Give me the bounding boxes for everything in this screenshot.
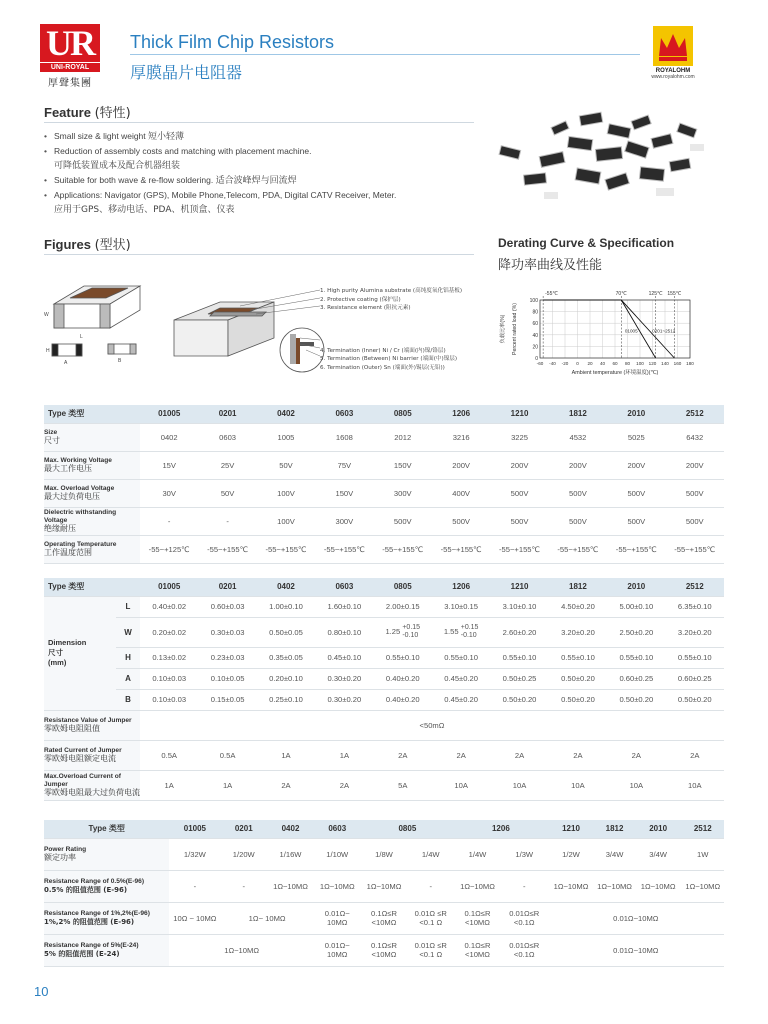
table-cell: 4532	[549, 423, 607, 451]
uni-royal-logo	[40, 23, 100, 89]
table-cell: 0.10±0.03	[140, 668, 198, 689]
type-col: 2010	[607, 578, 665, 596]
table-cell: 0.01Ω~10MΩ	[548, 934, 724, 966]
table-cell: 3225	[490, 423, 548, 451]
x-tick-label: 40	[599, 361, 606, 366]
table-cell: -55~+155℃	[432, 535, 490, 563]
table-row	[44, 423, 724, 451]
temp-annotation: -55℃	[545, 291, 558, 297]
type-col: 2010	[607, 405, 665, 423]
table-row	[44, 740, 724, 770]
row-label: Size 尺寸	[44, 423, 140, 451]
table-cell: 1Ω~10MΩ	[594, 870, 634, 902]
type-col: 2512	[666, 405, 724, 423]
type-col: 2010	[635, 820, 682, 838]
table-cell: -55~+155℃	[607, 535, 665, 563]
table-row	[44, 451, 724, 479]
table-cell: 300V	[315, 507, 373, 535]
type-col: 0201	[198, 405, 256, 423]
type-col: 0805	[361, 820, 455, 838]
table-cell: 0.01Ω≤R <0.1Ω	[501, 934, 548, 966]
table-cell: 300V	[374, 479, 432, 507]
table-cell: 2.00±0.15	[374, 596, 432, 617]
table-cell: 2012	[374, 423, 432, 451]
table-cell: -55~+155℃	[198, 535, 256, 563]
table-cell: -55~+155℃	[257, 535, 315, 563]
derating-chart	[500, 280, 708, 390]
table-cell: 25V	[198, 451, 256, 479]
type-col: 1812	[549, 405, 607, 423]
table-cell: 150V	[315, 479, 373, 507]
figures-heading-en: Figures	[44, 237, 91, 252]
table-cell: 2A	[549, 740, 607, 770]
row-label: Dielectric withstanding Voltage 绝缘耐压	[44, 507, 140, 535]
table-row	[44, 647, 724, 668]
table-cell: 10A	[490, 770, 548, 800]
table-cell: 0.10±0.03	[140, 689, 198, 710]
feature-list	[44, 130, 464, 218]
table-cell: 3.10±0.15	[432, 596, 490, 617]
table-cell: 10A	[607, 770, 665, 800]
table-cell: 1Ω~10MΩ	[635, 870, 682, 902]
temp-annotation: 70℃	[615, 291, 627, 297]
derating-title-cn: 降功率曲线及性能	[498, 258, 603, 273]
table-cell: 1/20W	[220, 838, 267, 870]
table-cell: 1/8W	[361, 838, 408, 870]
table-cell: 1Ω~10MΩ	[454, 870, 501, 902]
table-cell: 0.55±0.10	[666, 647, 724, 668]
resistance-range-table	[44, 820, 724, 967]
table-cell: 0.01Ω≤R <0.1Ω	[501, 902, 548, 934]
x-tick-label: 60	[612, 361, 618, 366]
table-cell: 5.00±0.10	[607, 596, 665, 617]
table-row	[44, 770, 724, 800]
figure-label: 5. Termination (Between) Ni barrier (端面(中)镍层)	[320, 356, 458, 362]
table-cell: 2A	[607, 740, 665, 770]
table-cell: 200V	[490, 451, 548, 479]
table-row	[44, 710, 724, 740]
table-cell: 1A	[198, 770, 256, 800]
table-cell: 6432	[666, 423, 724, 451]
table-cell: 10A	[432, 770, 490, 800]
x-tick-label: 140	[661, 361, 669, 366]
table-cell: 1Ω~10MΩ	[548, 870, 595, 902]
page-number: 10	[34, 984, 49, 999]
x-tick-label: 120	[648, 361, 657, 366]
feature-heading-en: Feature	[44, 105, 91, 120]
e96-label: Resistance Range of 1%,2%(E-96) 1%,2% 的阻值范围 (E-96)	[44, 902, 169, 934]
type-col: 1206	[432, 578, 490, 596]
table-cell: 10Ω ~ 10MΩ	[169, 902, 220, 934]
table-cell: 0.01Ω~ 10MΩ	[314, 934, 361, 966]
power-rating-label: Power Rating 额定功率	[44, 838, 169, 870]
table-cell: 30V	[140, 479, 198, 507]
table-cell: 0.30±0.20	[315, 668, 373, 689]
table-cell: 1/3W	[501, 838, 548, 870]
type-col: 0603	[314, 820, 361, 838]
dimension-symbol: L	[116, 596, 140, 617]
table-cell: 0.55±0.10	[607, 647, 665, 668]
e96-half-label: Resistance Range of 0.5%(E-96) 0.5% 的阻值范围 (E-96)	[44, 870, 169, 902]
table-cell: 0.55±0.10	[432, 647, 490, 668]
table-cell: 1W	[682, 838, 725, 870]
table-cell: 0.55±0.10	[490, 647, 548, 668]
table-cell: 2A	[432, 740, 490, 770]
table-cell: 0.60±0.03	[198, 596, 256, 617]
feature-divider	[44, 122, 474, 123]
table-cell: -	[220, 870, 267, 902]
table-cell: -	[501, 870, 548, 902]
table-cell: 1Ω~10MΩ	[682, 870, 725, 902]
page-title: Thick Film Chip Resistors	[130, 32, 335, 52]
table-cell: 150V	[374, 451, 432, 479]
table-cell: 0.20±0.10	[257, 668, 315, 689]
table-cell: 1Ω~10MΩ	[169, 934, 314, 966]
table-cell: -55~+155℃	[374, 535, 432, 563]
logo-brand-cn: 厚聲集團	[48, 78, 92, 89]
table-cell: 500V	[549, 479, 607, 507]
table-cell: -	[169, 870, 220, 902]
table-cell: 0.1Ω≤R <10MΩ	[454, 934, 501, 966]
table-cell: 0.60±0.25	[666, 668, 724, 689]
table-cell: 1A	[257, 740, 315, 770]
table-cell: 1.00±0.10	[257, 596, 315, 617]
table-cell: 1Ω~10MΩ	[314, 870, 361, 902]
y-axis-label: Percent rated load (%)	[512, 303, 518, 355]
table-cell: 0.40±0.20	[374, 668, 432, 689]
dimension-symbol: W	[116, 617, 140, 647]
x-tick-label: 20	[587, 361, 593, 366]
temp-annotation: 125℃	[648, 291, 663, 297]
figure-label: 4. Termination (Inner) Ni / Cr (端面(内)镍/铬层)	[320, 347, 446, 354]
table-cell: 0.15±0.05	[198, 689, 256, 710]
table-cell: 1/10W	[314, 838, 361, 870]
table-cell: 0.80±0.10	[315, 617, 373, 647]
row-label: Rated Current of Jumper 零欧姆电阻额定电流	[44, 740, 140, 770]
table-cell: 0.1Ω≤R <10MΩ	[361, 934, 408, 966]
table-row	[44, 596, 724, 617]
table-cell: 0.50±0.20	[549, 668, 607, 689]
svg-text:A: A	[64, 360, 68, 366]
table-cell: 200V	[607, 451, 665, 479]
table-cell: 0.5A	[198, 740, 256, 770]
table-cell: 1.55 +0.15 -0.10	[432, 617, 490, 647]
type-col: 0603	[315, 405, 373, 423]
table-cell: 5025	[607, 423, 665, 451]
table-cell: 3.10±0.10	[490, 596, 548, 617]
table-cell: 2A	[666, 740, 724, 770]
x-tick-label: 100	[636, 361, 644, 366]
type-header: Type 类型	[44, 820, 169, 838]
type-col: 1210	[548, 820, 595, 838]
figure-legend	[320, 287, 462, 372]
royalohm-crown-icon	[653, 26, 693, 66]
table-cell: 0.01Ω~10MΩ	[548, 902, 724, 934]
table-cell: 0.50±0.20	[490, 689, 548, 710]
figure-label: 3. Resistance element (阻抗元素)	[320, 305, 411, 311]
figures-heading	[44, 234, 131, 253]
row-label: Operating Temperature 工作温度范围	[44, 535, 140, 563]
table-cell: 1005	[257, 423, 315, 451]
table-cell: 3216	[432, 423, 490, 451]
royalohm-name: ROYALOHM	[655, 68, 691, 74]
figures-heading-cn: (型状)	[94, 238, 131, 253]
type-col: 0402	[257, 405, 315, 423]
e24-label: Resistance Range of 5%(E-24) 5% 的阻值范围 (E-24)	[44, 934, 169, 966]
table-cell: 75V	[315, 451, 373, 479]
list-item: • Reduction of assembly costs and matching with placement machine.	[44, 145, 464, 157]
type-col: 1210	[490, 405, 548, 423]
table-cell: 4.50±0.20	[549, 596, 607, 617]
table-cell: 0.30±0.20	[315, 689, 373, 710]
feature-heading	[44, 102, 131, 121]
table-cell: 0.55±0.10	[374, 647, 432, 668]
table-cell: -55~+155℃	[315, 535, 373, 563]
table-cell: 0.01Ω ≤R <0.1 Ω	[407, 902, 454, 934]
y-axis-label-cn: 负载比率(%)	[500, 314, 506, 344]
table-cell: 0.45±0.10	[315, 647, 373, 668]
table-cell: -	[140, 507, 198, 535]
dimension-symbol: H	[116, 647, 140, 668]
x-tick-label: -40	[549, 361, 556, 366]
table-row	[44, 668, 724, 689]
table-cell: 1/16W	[267, 838, 314, 870]
y-tick-label: 40	[532, 332, 538, 339]
table-cell: 1.25 +0.15 -0.10	[374, 617, 432, 647]
table-cell: 0.25±0.10	[257, 689, 315, 710]
list-item: • Applications: Navigator (GPS), Mobile Phone,Telecom, PDA, Digital CATV Receiver, Meter.	[44, 189, 464, 201]
temp-annotation: 155℃	[667, 291, 682, 297]
table-cell: 2A	[374, 740, 432, 770]
y-tick-label: 60	[532, 321, 538, 328]
list-item: • Suitable for both wave & re-flow soldering. 适合波峰焊与回流焊	[44, 174, 464, 187]
x-tick-label: 160	[673, 361, 682, 366]
table-cell: 1A	[315, 740, 373, 770]
table-cell: 500V	[607, 479, 665, 507]
table-cell: 500V	[374, 507, 432, 535]
table-cell: 0.50±0.25	[490, 668, 548, 689]
table-cell: 2.60±0.20	[490, 617, 548, 647]
table-row	[44, 535, 724, 563]
table-cell: -55~+155℃	[549, 535, 607, 563]
table-cell: 0.13±0.02	[140, 647, 198, 668]
table-cell: 500V	[490, 507, 548, 535]
type-header: Type 类型	[44, 405, 140, 423]
table-cell: 0402	[140, 423, 198, 451]
x-tick-label: -60	[536, 361, 544, 366]
table-cell: 0.40±0.20	[374, 689, 432, 710]
table-cell: 6.35±0.10	[666, 596, 724, 617]
table-row	[44, 479, 724, 507]
dimension-symbol: B	[116, 689, 140, 710]
page-title-cn: 厚膜晶片电阻器	[130, 63, 243, 82]
table-cell: 0.40±0.02	[140, 596, 198, 617]
dimension-symbol: A	[116, 668, 140, 689]
table-cell: 5A	[374, 770, 432, 800]
list-item: 应用于GPS、移动电话、PDA、机顶盒、仪表	[54, 205, 235, 215]
table-cell: 0.23±0.03	[198, 647, 256, 668]
table-cell: 200V	[549, 451, 607, 479]
series-label: 01005	[624, 328, 638, 334]
table-cell: 0.20±0.02	[140, 617, 198, 647]
table-cell: 0.01Ω ≤R <0.1 Ω	[407, 934, 454, 966]
figure-label: 1. High purity Alumina substrate (高纯度氧化铝基板)	[320, 288, 463, 294]
table-cell: 400V	[432, 479, 490, 507]
table-cell: 0.60±0.25	[607, 668, 665, 689]
table-cell: 3/4W	[635, 838, 682, 870]
table-cell: 0.45±0.20	[432, 689, 490, 710]
type-col: 1206	[432, 405, 490, 423]
title-divider	[130, 54, 640, 55]
table-cell: 1/2W	[548, 838, 595, 870]
type-col: 0402	[267, 820, 314, 838]
table-cell: 500V	[432, 507, 490, 535]
royalohm-url: www.royalohm.com	[651, 74, 695, 80]
type-col: 01005	[140, 578, 198, 596]
table-cell: 500V	[490, 479, 548, 507]
svg-text:L: L	[80, 334, 83, 340]
table-cell: -	[198, 507, 256, 535]
type-col: 0201	[220, 820, 267, 838]
table-cell: 2A	[315, 770, 373, 800]
table-cell: 0.45±0.20	[432, 668, 490, 689]
x-tick-label: 80	[624, 361, 631, 366]
table-cell: 1Ω~ 10MΩ	[220, 902, 314, 934]
table-cell: 2A	[257, 770, 315, 800]
table-row	[44, 689, 724, 710]
y-tick-label: 80	[532, 309, 538, 316]
logo-brand-name: UNI-ROYAL	[40, 63, 100, 72]
table-cell: 1Ω~10MΩ	[361, 870, 408, 902]
table-cell: 3.20±0.20	[549, 617, 607, 647]
feature-heading-cn: (特性)	[94, 106, 131, 121]
table-cell: 0.30±0.03	[198, 617, 256, 647]
table-cell: -	[407, 870, 454, 902]
type-col: 1812	[549, 578, 607, 596]
table-cell: 50V	[257, 451, 315, 479]
table-cell: 0.50±0.20	[666, 689, 724, 710]
table-cell: 10A	[549, 770, 607, 800]
x-tick-label: 180	[686, 361, 694, 366]
table-cell: 500V	[666, 479, 724, 507]
type-col: 0201	[198, 578, 256, 596]
type-col: 1812	[594, 820, 634, 838]
type-col: 0402	[257, 578, 315, 596]
table-cell: 3.20±0.20	[666, 617, 724, 647]
table-cell: 0.55±0.10	[549, 647, 607, 668]
row-label: Max. Overload Voltage 最大过负荷电压	[44, 479, 140, 507]
type-col: 0805	[374, 405, 432, 423]
table-cell: 2.50±0.20	[607, 617, 665, 647]
svg-text:H: H	[46, 348, 50, 354]
dimension-table	[44, 578, 724, 801]
table-cell: 500V	[607, 507, 665, 535]
type-header: Type 类型	[44, 578, 140, 596]
dimension-label: Dimension 尺寸 (mm)	[44, 596, 116, 710]
table-row	[44, 507, 724, 535]
figures-divider	[44, 254, 474, 255]
figure-label: 2. Protective coating (保护层)	[320, 296, 401, 303]
table-cell: 0.50±0.20	[607, 689, 665, 710]
row-label: Max.Overload Current of Jumper 零欧姆电阻最大过负荷电流	[44, 770, 140, 800]
table-cell: 100V	[257, 507, 315, 535]
table-cell: -55~+155℃	[666, 535, 724, 563]
table-cell: 0.50±0.20	[549, 689, 607, 710]
x-axis-label: Ambient temperature (环境温度)(℃)	[571, 370, 659, 376]
table-cell: 0.35±0.05	[257, 647, 315, 668]
type-col: 2512	[666, 578, 724, 596]
type-col: 0603	[315, 578, 373, 596]
electrical-spec-table	[44, 405, 724, 564]
table-cell: 3/4W	[594, 838, 634, 870]
table-cell: 500V	[549, 507, 607, 535]
type-col: 0805	[374, 578, 432, 596]
table-cell: 0.50±0.05	[257, 617, 315, 647]
table-cell: 500V	[666, 507, 724, 535]
table-cell: 1608	[315, 423, 373, 451]
table-cell: -55~+125℃	[140, 535, 198, 563]
table-cell: 0603	[198, 423, 256, 451]
resistors-photo	[480, 104, 720, 214]
series-line-01005	[543, 300, 656, 358]
svg-text:W: W	[44, 312, 49, 318]
royalohm-logo	[650, 26, 696, 84]
table-cell: 200V	[432, 451, 490, 479]
figure-label: 6. Termination (Outer) Sn (端面(外)锡层(无铅))	[320, 364, 445, 371]
list-item: 可降低装置成本及配合机器组装	[54, 161, 181, 171]
x-tick-label: 0	[576, 361, 579, 366]
row-label: Resistance Value of Jumper 零欧姆电阻阻值	[44, 710, 140, 740]
type-col: 1210	[490, 578, 548, 596]
y-tick-label: 20	[532, 344, 538, 351]
type-col: 01005	[140, 405, 198, 423]
table-cell: 0.10±0.05	[198, 668, 256, 689]
table-cell: 0.1Ω≤R <10MΩ	[454, 902, 501, 934]
y-tick-label: 0	[535, 356, 538, 362]
table-cell: 100V	[257, 479, 315, 507]
table-cell: 0.5A	[140, 740, 198, 770]
type-col: 1206	[454, 820, 548, 838]
table-cell: 200V	[666, 451, 724, 479]
table-cell: 15V	[140, 451, 198, 479]
type-col: 01005	[169, 820, 220, 838]
table-cell: 1/4W	[407, 838, 454, 870]
y-tick-label: 100	[529, 298, 538, 304]
table-cell: 1.60±0.10	[315, 596, 373, 617]
table-cell: <50mΩ	[140, 710, 724, 740]
svg-text:B: B	[118, 358, 122, 364]
table-cell: 1/32W	[169, 838, 220, 870]
list-item: • Small size & light weight 短小轻薄	[44, 130, 464, 143]
table-cell: 1Ω~10MΩ	[267, 870, 314, 902]
table-cell: 10A	[666, 770, 724, 800]
table-cell: -55~+155℃	[490, 535, 548, 563]
table-cell: 50V	[198, 479, 256, 507]
table-cell: 0.1Ω≤R <10MΩ	[361, 902, 408, 934]
table-cell: 1A	[140, 770, 198, 800]
x-tick-label: -20	[561, 361, 569, 366]
series-label: 0201~2512	[652, 328, 676, 334]
logo-letters: UR	[40, 24, 100, 62]
table-cell: 0.01Ω~ 10MΩ	[314, 902, 361, 934]
table-row	[44, 617, 724, 647]
row-label: Max. Working Voltage 最大工作电压	[44, 451, 140, 479]
type-col: 2512	[682, 820, 725, 838]
derating-title: Derating Curve & Specification	[498, 236, 675, 250]
table-cell: 1/4W	[454, 838, 501, 870]
table-cell: 2A	[490, 740, 548, 770]
